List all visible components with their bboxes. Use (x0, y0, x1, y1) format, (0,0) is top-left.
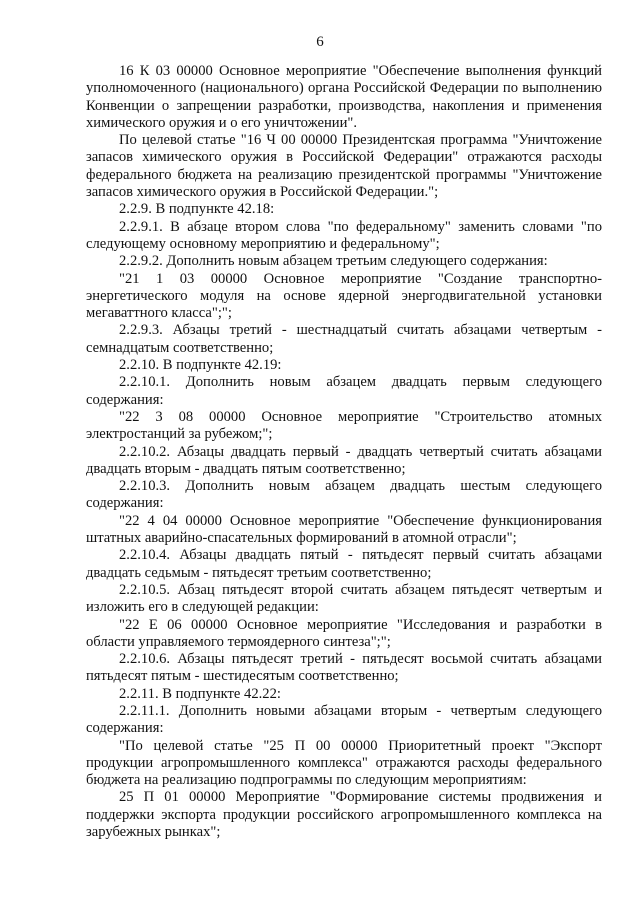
paragraph: 2.2.10.2. Абзацы двадцать первый - двадцать четвертый считать абзацами двадцать вторым - двадцать пятым соответственно; (86, 443, 602, 477)
paragraph: 16 К 03 00000 Основное мероприятие "Обеспечение выполнения функций уполномоченного (национального) органа Российской Федерации по выполнению Конвенции о запрещении разработки, производства, накопления и применения химического оружия и о его уничтожении". (86, 63, 602, 131)
paragraph: 2.2.10.4. Абзацы двадцать пятый - пятьдесят первый считать абзацами двадцать седьмым - пятьдесят третьим соответственно; (86, 547, 602, 581)
paragraph: 2.2.11. В подпункте 42.22: (119, 685, 281, 702)
page-number: 6 (316, 34, 324, 50)
paragraph: "21 1 03 00000 Основное мероприятие "Создание транспортно-энергетического модуля на основе ядерной энергодвигательной установки мегаваттного класса";"; (86, 270, 602, 322)
paragraph: 2.2.11.1. Дополнить новыми абзацами вторым - четвертым следующего содержания: (86, 702, 602, 737)
paragraph: "22 Е 06 00000 Основное мероприятие "Исследования и разработки в области управляемого термоядерного синтеза";"; (86, 616, 602, 650)
paragraph: 2.2.9.1. В абзаце втором слова "по федеральному" заменить словами "по следующему основному мероприятию и федеральному"; (86, 218, 602, 252)
paragraph: 2.2.10. В подпункте 42.19: (119, 357, 282, 374)
document-body (86, 63, 602, 841)
paragraph: 25 П 01 00000 Мероприятие "Формирование системы продвижения и поддержки экспорта продукции российского агропромышленного комплекса на зарубежных рынках"; (86, 789, 602, 841)
paragraph: 2.2.9. В подпункте 42.18: (119, 201, 275, 218)
paragraph: 2.2.10.6. Абзацы пятьдесят третий - пятьдесят восьмой считать абзацами пятьдесят пятым - шестидесятым соответственно; (86, 651, 602, 685)
paragraph: 2.2.10.1. Дополнить новым абзацем двадцать первым следующего содержания: (86, 374, 602, 408)
paragraph: 2.2.10.3. Дополнить новым абзацем двадцать шестым следующего содержания: (86, 478, 602, 512)
paragraph: 2.2.10.5. Абзац пятьдесят второй считать абзацем пятьдесят четвертым и изложить его в следующей редакции: (86, 581, 602, 616)
paragraph: "По целевой статье "25 П 00 00000 Приоритетный проект "Экспорт продукции агропромышленного комплекса" отражаются расходы федерального бюджета на реализацию подпрограммы по следующим мероприятиям: (86, 737, 602, 789)
paragraph: "22 3 08 00000 Основное мероприятие "Строительство атомных электростанций за рубежом;"; (86, 408, 602, 443)
paragraph: 2.2.9.2. Дополнить новым абзацем третьим следующего содержания: (119, 253, 548, 270)
paragraph: По целевой статье "16 Ч 00 00000 Президентская программа "Уничтожение запасов химического оружия в Российской Федерации" отражаются расходы федерального бюджета на реализацию президентской программы "Уничтожение запасов химического оружия в Российской Федерации."; (86, 132, 602, 201)
paragraph: 2.2.9.3. Абзацы третий - шестнадцатый считать абзацами четвертым - семнадцатым соответственно; (86, 322, 602, 356)
paragraph: "22 4 04 00000 Основное мероприятие "Обеспечение функционирования штатных аварийно-спасательных формирований в атомной отрасли"; (86, 512, 602, 547)
